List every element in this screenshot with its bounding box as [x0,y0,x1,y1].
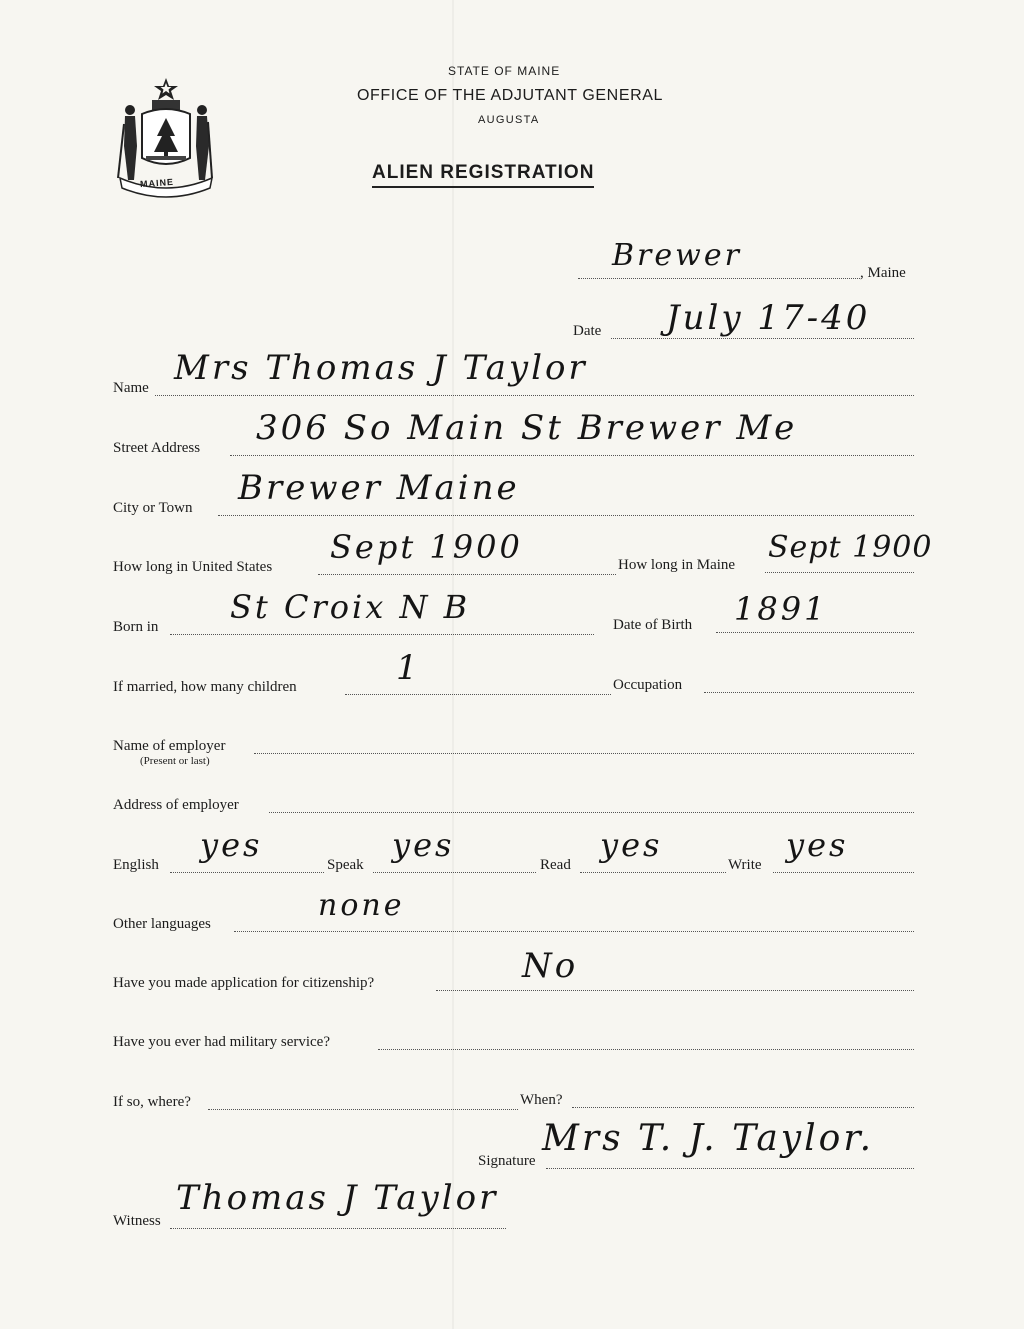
occupation-line [704,692,914,693]
write-label: Write [728,857,762,873]
place-value: Brewer [612,238,742,273]
where-label: If so, where? [113,1094,191,1110]
children-line [345,694,611,695]
when-label: When? [520,1092,563,1108]
maine-value: Sept 1900 [768,530,933,565]
form-title: ALIEN REGISTRATION [372,162,594,188]
read-label: Read [540,857,571,873]
us-label: How long in United States [113,559,273,575]
street-line [230,455,914,456]
witness-value: Thomas J Taylor [176,1178,499,1218]
maine-suffix: , Maine [860,265,906,281]
born-label: Born in [113,619,159,635]
name-label: Name [113,380,149,396]
maine-line [765,572,914,573]
name-value: Mrs Thomas J Taylor [174,348,588,388]
signature-label: Signature [478,1153,536,1169]
born-line [170,634,594,635]
read-value: yes [600,826,663,864]
city-value: Brewer Maine [238,468,520,508]
military-line [378,1049,914,1050]
employer-line [254,753,914,754]
state-heading: STATE OF MAINE [448,64,561,78]
city-heading: AUGUSTA [478,114,540,126]
english-line [170,872,324,873]
speak-label: Speak [327,857,364,873]
other-languages-label: Other languages [113,916,211,932]
dob-value: 1891 [734,590,828,628]
english-label: English [113,857,159,873]
signature-line [546,1168,914,1169]
witness-label: Witness [113,1213,161,1229]
date-label: Date [573,323,602,339]
where-line [208,1109,518,1110]
citizenship-label: Have you made application for citizenship? [113,975,375,991]
read-line [580,872,726,873]
dob-label: Date of Birth [613,617,693,633]
speak-value: yes [392,826,455,864]
employer-label: Name of employer [113,738,226,754]
employer-address-line [269,812,914,813]
maine-label: How long in Maine [618,557,736,573]
date-line [611,338,914,339]
place-line [578,278,860,279]
seal-text: MAINE [139,176,175,190]
city-line [218,515,914,516]
paper-fold [452,0,454,1329]
street-label: Street Address [113,440,201,456]
when-line [572,1107,914,1108]
other-languages-line [234,931,914,932]
other-languages-value: none [318,888,405,923]
citizenship-line [436,990,914,991]
employer-sublabel: (Present or last) [140,755,210,767]
occupation-label: Occupation [613,677,683,693]
military-label: Have you ever had military service? [113,1034,330,1050]
us-line [318,574,616,575]
date-value: July 17-40 [666,298,871,338]
name-line [155,395,914,396]
citizenship-value: No [522,946,579,986]
signature-value: Mrs T. J. Taylor. [542,1118,875,1159]
us-value: Sept 1900 [330,528,523,566]
witness-line [170,1228,506,1229]
write-value: yes [786,826,849,864]
born-value: St Croix N B [230,588,471,626]
office-heading: OFFICE OF THE ADJUTANT GENERAL [357,87,664,104]
dob-line [716,632,914,633]
children-label: If married, how many children [113,679,297,695]
employer-address-label: Address of employer [113,797,239,813]
children-value: 1 [396,648,421,688]
street-value: 306 So Main St Brewer Me [256,408,798,448]
city-label: City or Town [113,500,193,516]
write-line [773,872,914,873]
speak-line [373,872,536,873]
english-value: yes [200,826,263,864]
